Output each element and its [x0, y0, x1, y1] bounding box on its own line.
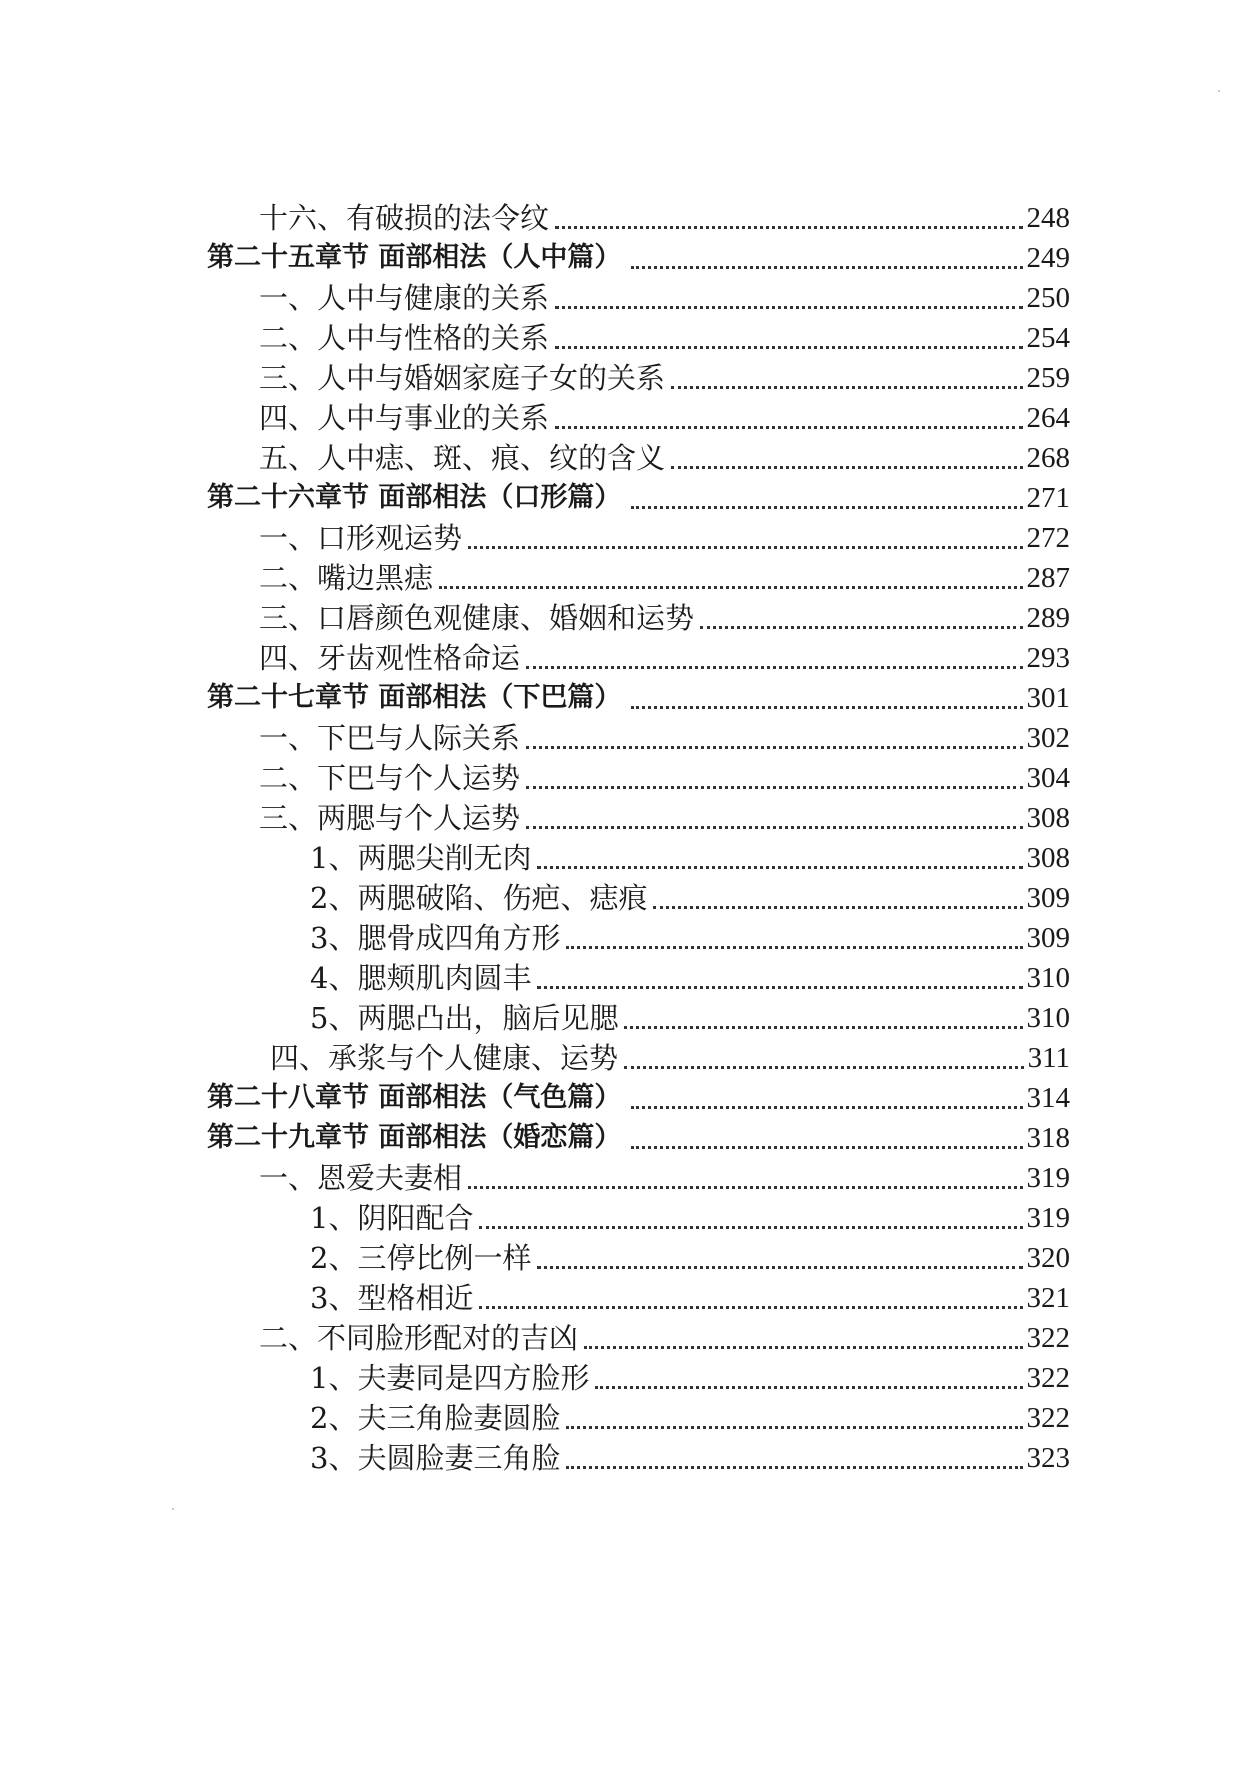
toc-entry-row — [0, 1356, 1259, 1396]
toc-page-number: 271 — [1026, 482, 1070, 514]
toc-entry-row — [0, 1396, 1259, 1436]
dot-leader — [624, 1026, 1022, 1029]
toc-entry-title: 第二十六章节 面部相法（口形篇） — [207, 482, 622, 513]
toc-page-number: 264 — [1026, 402, 1070, 434]
toc-entry-row — [0, 1436, 1259, 1476]
dot-leader — [526, 826, 1022, 829]
toc-entry-row — [0, 916, 1259, 956]
toc-entry-row — [0, 716, 1259, 756]
toc-entry-title: 三、人中与婚姻家庭子女的关系 — [259, 361, 666, 395]
toc-entry-title: 2、三停比例一样 — [310, 1241, 532, 1275]
toc-entry-row — [0, 196, 1259, 236]
toc-entry-row — [0, 1236, 1259, 1276]
toc-page-number: 322 — [1026, 1322, 1070, 1354]
toc-entry-row — [0, 996, 1259, 1036]
dot-leader — [595, 1386, 1022, 1389]
toc-page-number: 314 — [1026, 1082, 1070, 1114]
toc-entry-row — [0, 1036, 1259, 1076]
toc-entry-row — [0, 556, 1259, 596]
toc-page-number: 254 — [1026, 322, 1070, 354]
dot-leader — [537, 866, 1022, 869]
dot-leader — [671, 386, 1022, 389]
dot-leader — [566, 946, 1022, 949]
toc-entry-title: 3、腮骨成四角方形 — [310, 921, 561, 955]
toc-page-number: 259 — [1026, 362, 1070, 394]
toc-page-number: 318 — [1026, 1122, 1070, 1154]
toc-page-number: 304 — [1026, 762, 1070, 794]
dot-leader — [526, 746, 1022, 749]
toc-entry-row — [0, 796, 1259, 836]
toc-page-number: 310 — [1026, 1002, 1070, 1034]
toc-entry-row — [0, 956, 1259, 996]
toc-page-number: 322 — [1026, 1402, 1070, 1434]
toc-page-number: 289 — [1026, 602, 1070, 634]
dot-leader — [631, 706, 1022, 709]
toc-page-number: 323 — [1026, 1442, 1070, 1474]
toc-entry-row — [0, 316, 1259, 356]
toc-entry-title: 四、人中与事业的关系 — [259, 401, 550, 435]
toc-entry-title: 3、型格相近 — [310, 1281, 474, 1315]
toc-entry-title: 第二十九章节 面部相法（婚恋篇） — [207, 1122, 622, 1153]
toc-entry-title: 一、恩爱夫妻相 — [259, 1161, 463, 1195]
toc-entry-title: 十六、有破损的法令纹 — [259, 201, 550, 235]
toc-entry-title: 1、阴阳配合 — [310, 1201, 474, 1235]
table-of-contents — [0, 196, 1259, 1476]
toc-entry-title: 1、夫妻同是四方脸形 — [310, 1361, 590, 1395]
toc-page-number: 268 — [1026, 442, 1070, 474]
toc-chapter-row — [0, 1116, 1259, 1156]
dot-leader — [537, 1266, 1022, 1269]
toc-entry-row — [0, 276, 1259, 316]
toc-page-number: 272 — [1026, 522, 1070, 554]
toc-entry-row — [0, 1276, 1259, 1316]
dot-leader — [566, 1426, 1022, 1429]
toc-entry-row — [0, 436, 1259, 476]
dot-leader — [439, 586, 1022, 589]
toc-entry-title: 二、嘴边黑痣 — [259, 561, 434, 595]
toc-entry-title: 3、夫圆脸妻三角脸 — [310, 1441, 561, 1475]
toc-page-number: 301 — [1026, 682, 1070, 714]
dot-leader — [671, 466, 1022, 469]
toc-page-number: 319 — [1026, 1202, 1070, 1234]
toc-entry-title: 一、下巴与人际关系 — [259, 721, 521, 755]
dot-leader — [584, 1346, 1022, 1349]
toc-entry-title: 第二十五章节 面部相法（人中篇） — [207, 242, 622, 273]
toc-page-number: 293 — [1026, 642, 1070, 674]
dot-leader — [566, 1466, 1022, 1469]
toc-page-number: 308 — [1026, 842, 1070, 874]
toc-entry-title: 一、人中与健康的关系 — [259, 281, 550, 315]
toc-entry-title: 二、不同脸形配对的吉凶 — [259, 1321, 579, 1355]
dot-leader — [700, 626, 1022, 629]
toc-entry-title: 4、腮颊肌肉圆丰 — [310, 961, 532, 995]
dot-leader — [468, 1186, 1022, 1189]
toc-entry-title: 二、下巴与个人运势 — [259, 761, 521, 795]
toc-entry-title: 五、人中痣、斑、痕、纹的含义 — [259, 441, 666, 475]
toc-page-number: 322 — [1026, 1362, 1070, 1394]
dot-leader — [526, 666, 1022, 669]
toc-entry-row — [0, 1156, 1259, 1196]
toc-entry-title: 2、两腮破陷、伤疤、痣痕 — [310, 881, 648, 915]
toc-page-number: 319 — [1026, 1162, 1070, 1194]
toc-entry-title: 2、夫三角脸妻圆脸 — [310, 1401, 561, 1435]
toc-entry-title: 三、两腮与个人运势 — [259, 801, 521, 835]
toc-page-number: 320 — [1026, 1242, 1070, 1274]
toc-page-number: 311 — [1027, 1042, 1070, 1074]
toc-entry-title: 第二十八章节 面部相法（气色篇） — [207, 1082, 622, 1113]
dot-leader — [624, 1066, 1024, 1069]
dot-leader — [555, 426, 1022, 429]
toc-page-number: 250 — [1026, 282, 1070, 314]
scan-speck — [172, 1508, 174, 1510]
toc-page-number: 287 — [1026, 562, 1070, 594]
toc-entry-row — [0, 1316, 1259, 1356]
toc-page-number: 309 — [1026, 882, 1070, 914]
dot-leader — [631, 266, 1022, 269]
toc-chapter-row — [0, 236, 1259, 276]
toc-entry-row — [0, 836, 1259, 876]
toc-entry-title: 5、两腮凸出，脑后见腮 — [310, 1001, 619, 1035]
toc-entry-row — [0, 1196, 1259, 1236]
toc-entry-row — [0, 356, 1259, 396]
toc-page-number: 321 — [1026, 1282, 1070, 1314]
toc-page-number: 309 — [1026, 922, 1070, 954]
toc-page-number: 308 — [1026, 802, 1070, 834]
toc-page-number: 302 — [1026, 722, 1070, 754]
toc-entry-title: 三、口唇颜色观健康、婚姻和运势 — [259, 601, 695, 635]
toc-page-number: 249 — [1026, 242, 1070, 274]
toc-entry-row — [0, 596, 1259, 636]
dot-leader — [555, 226, 1022, 229]
toc-entry-title: 一、口形观运势 — [259, 521, 463, 555]
toc-entry-row — [0, 636, 1259, 676]
toc-entry-row — [0, 396, 1259, 436]
dot-leader — [479, 1226, 1022, 1229]
dot-leader — [468, 546, 1022, 549]
toc-entry-row — [0, 516, 1259, 556]
dot-leader — [653, 906, 1022, 909]
toc-chapter-row — [0, 1076, 1259, 1116]
dot-leader — [631, 506, 1022, 509]
toc-entry-title: 四、承浆与个人健康、运势 — [270, 1041, 619, 1075]
toc-page-number: 310 — [1026, 962, 1070, 994]
toc-entry-title: 二、人中与性格的关系 — [259, 321, 550, 355]
toc-entry-title: 1、两腮尖削无肉 — [310, 841, 532, 875]
toc-chapter-row — [0, 676, 1259, 716]
toc-entry-row — [0, 756, 1259, 796]
dot-leader — [555, 346, 1022, 349]
dot-leader — [526, 786, 1022, 789]
scan-speck — [1218, 90, 1220, 92]
dot-leader — [479, 1306, 1022, 1309]
toc-page-number: 248 — [1026, 202, 1070, 234]
dot-leader — [631, 1106, 1022, 1109]
toc-entry-row — [0, 876, 1259, 916]
dot-leader — [537, 986, 1022, 989]
toc-entry-title: 第二十七章节 面部相法（下巴篇） — [207, 682, 622, 713]
dot-leader — [555, 306, 1022, 309]
toc-entry-title: 四、牙齿观性格命运 — [259, 641, 521, 675]
dot-leader — [631, 1146, 1022, 1149]
toc-chapter-row — [0, 476, 1259, 516]
